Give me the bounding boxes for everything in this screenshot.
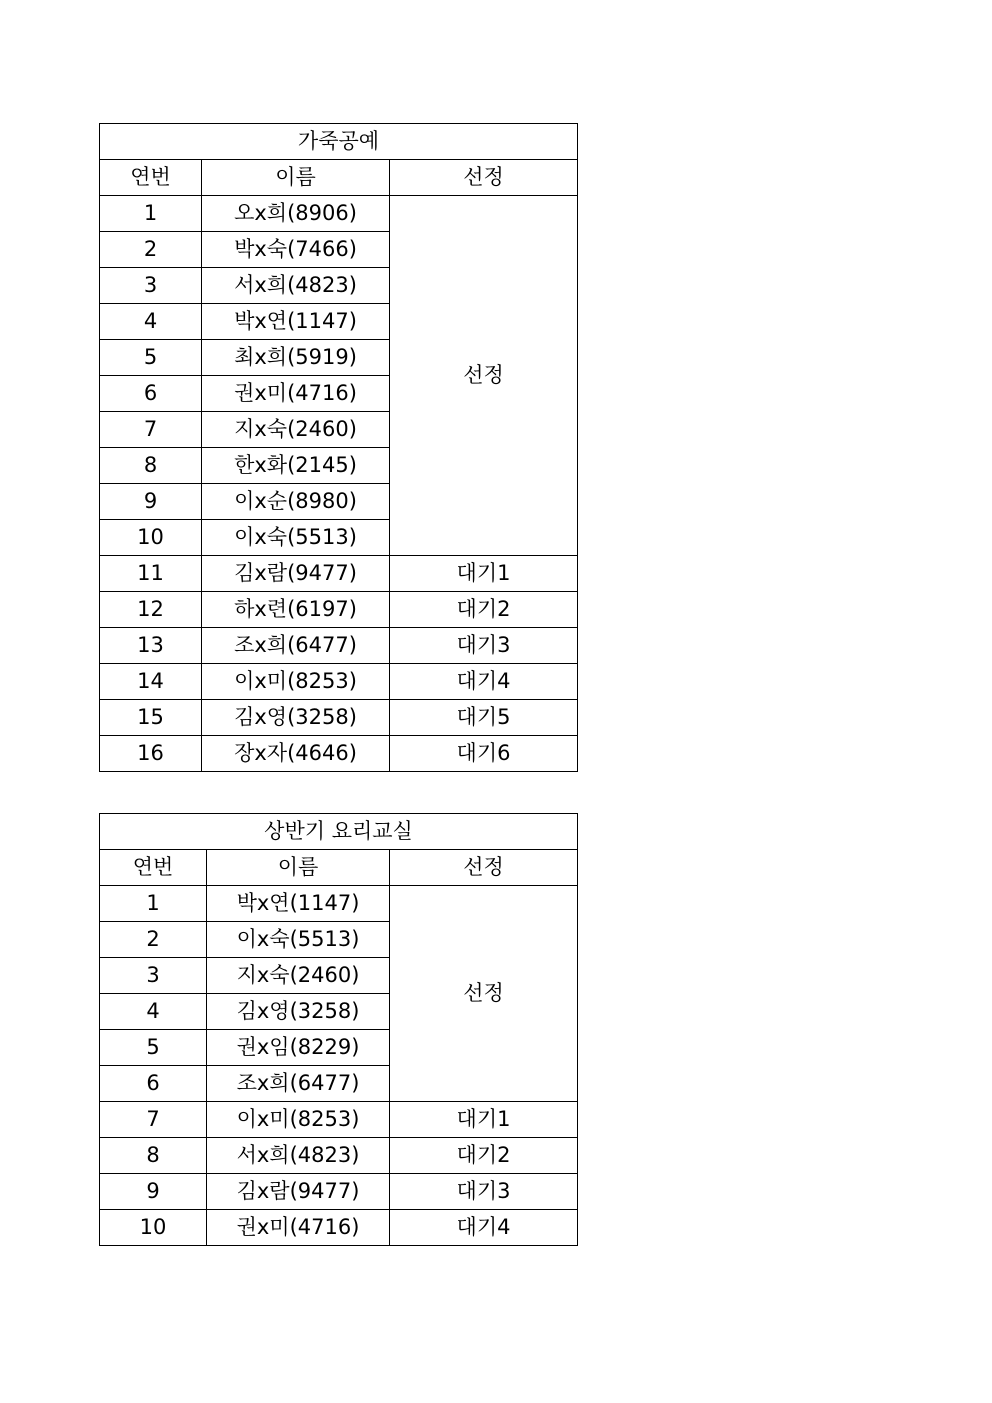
row-number: 1 bbox=[100, 196, 202, 232]
row-name: 이x미(8253) bbox=[207, 1102, 390, 1138]
header-name: 이름 bbox=[207, 850, 390, 886]
table-row bbox=[100, 628, 578, 664]
row-name: 이x순(8980) bbox=[202, 484, 390, 520]
table-row bbox=[100, 196, 578, 232]
waitlist-status: 대기3 bbox=[390, 628, 578, 664]
row-number: 12 bbox=[100, 592, 202, 628]
row-number: 9 bbox=[100, 484, 202, 520]
header-number: 연번 bbox=[100, 850, 207, 886]
header-selection: 선정 bbox=[390, 160, 578, 196]
row-number: 7 bbox=[100, 412, 202, 448]
row-number: 7 bbox=[100, 1102, 207, 1138]
table-row bbox=[100, 1174, 578, 1210]
row-name: 장x자(4646) bbox=[202, 736, 390, 772]
table-title: 가죽공예 bbox=[100, 124, 578, 160]
row-name: 조x희(6477) bbox=[207, 1066, 390, 1102]
row-name: 박x숙(7466) bbox=[202, 232, 390, 268]
table-body bbox=[100, 124, 578, 772]
row-name: 조x희(6477) bbox=[202, 628, 390, 664]
row-name: 이x숙(5513) bbox=[207, 922, 390, 958]
table-row bbox=[100, 592, 578, 628]
row-name: 권x미(4716) bbox=[207, 1210, 390, 1246]
row-number: 1 bbox=[100, 886, 207, 922]
row-number: 5 bbox=[100, 340, 202, 376]
row-name: 이x숙(5513) bbox=[202, 520, 390, 556]
row-number: 4 bbox=[100, 304, 202, 340]
table-header-row bbox=[100, 850, 578, 886]
row-name: 최x희(5919) bbox=[202, 340, 390, 376]
row-name: 박x연(1147) bbox=[207, 886, 390, 922]
row-name: 한x화(2145) bbox=[202, 448, 390, 484]
cooking-class-table bbox=[99, 813, 578, 1246]
row-name: 서x희(4823) bbox=[202, 268, 390, 304]
row-number: 9 bbox=[100, 1174, 207, 1210]
row-name: 김x람(9477) bbox=[202, 556, 390, 592]
header-name: 이름 bbox=[202, 160, 390, 196]
waitlist-status: 대기2 bbox=[390, 1138, 578, 1174]
row-number: 8 bbox=[100, 448, 202, 484]
row-name: 하x련(6197) bbox=[202, 592, 390, 628]
table-header-row bbox=[100, 160, 578, 196]
row-number: 14 bbox=[100, 664, 202, 700]
row-name: 권x미(4716) bbox=[202, 376, 390, 412]
table-row bbox=[100, 700, 578, 736]
row-number: 8 bbox=[100, 1138, 207, 1174]
table-row bbox=[100, 556, 578, 592]
row-number: 11 bbox=[100, 556, 202, 592]
row-name: 권x임(8229) bbox=[207, 1030, 390, 1066]
row-number: 6 bbox=[100, 376, 202, 412]
row-number: 10 bbox=[100, 520, 202, 556]
waitlist-status: 대기2 bbox=[390, 592, 578, 628]
table-row bbox=[100, 886, 578, 922]
row-name: 김x영(3258) bbox=[202, 700, 390, 736]
table-title: 상반기 요리교실 bbox=[100, 814, 578, 850]
table-row bbox=[100, 1138, 578, 1174]
row-name: 김x람(9477) bbox=[207, 1174, 390, 1210]
row-number: 2 bbox=[100, 232, 202, 268]
row-number: 6 bbox=[100, 1066, 207, 1102]
table-body bbox=[100, 814, 578, 1246]
row-number: 5 bbox=[100, 1030, 207, 1066]
row-name: 박x연(1147) bbox=[202, 304, 390, 340]
row-number: 3 bbox=[100, 268, 202, 304]
row-name: 지x숙(2460) bbox=[202, 412, 390, 448]
selected-status: 선정 bbox=[390, 886, 578, 1102]
row-number: 15 bbox=[100, 700, 202, 736]
waitlist-status: 대기3 bbox=[390, 1174, 578, 1210]
waitlist-status: 대기1 bbox=[390, 1102, 578, 1138]
header-selection: 선정 bbox=[390, 850, 578, 886]
table-row bbox=[100, 1102, 578, 1138]
row-number: 16 bbox=[100, 736, 202, 772]
waitlist-status: 대기4 bbox=[390, 1210, 578, 1246]
selected-status: 선정 bbox=[390, 196, 578, 556]
waitlist-status: 대기5 bbox=[390, 700, 578, 736]
table-title-row bbox=[100, 124, 578, 160]
row-number: 13 bbox=[100, 628, 202, 664]
row-name: 이x미(8253) bbox=[202, 664, 390, 700]
waitlist-status: 대기1 bbox=[390, 556, 578, 592]
waitlist-status: 대기6 bbox=[390, 736, 578, 772]
row-name: 서x희(4823) bbox=[207, 1138, 390, 1174]
table-row bbox=[100, 736, 578, 772]
row-name: 김x영(3258) bbox=[207, 994, 390, 1030]
header-number: 연번 bbox=[100, 160, 202, 196]
row-number: 10 bbox=[100, 1210, 207, 1246]
leathercraft-table bbox=[99, 123, 578, 772]
table-title-row bbox=[100, 814, 578, 850]
table-row bbox=[100, 664, 578, 700]
row-name: 오x희(8906) bbox=[202, 196, 390, 232]
row-name: 지x숙(2460) bbox=[207, 958, 390, 994]
row-number: 4 bbox=[100, 994, 207, 1030]
row-number: 2 bbox=[100, 922, 207, 958]
waitlist-status: 대기4 bbox=[390, 664, 578, 700]
row-number: 3 bbox=[100, 958, 207, 994]
table-row bbox=[100, 1210, 578, 1246]
